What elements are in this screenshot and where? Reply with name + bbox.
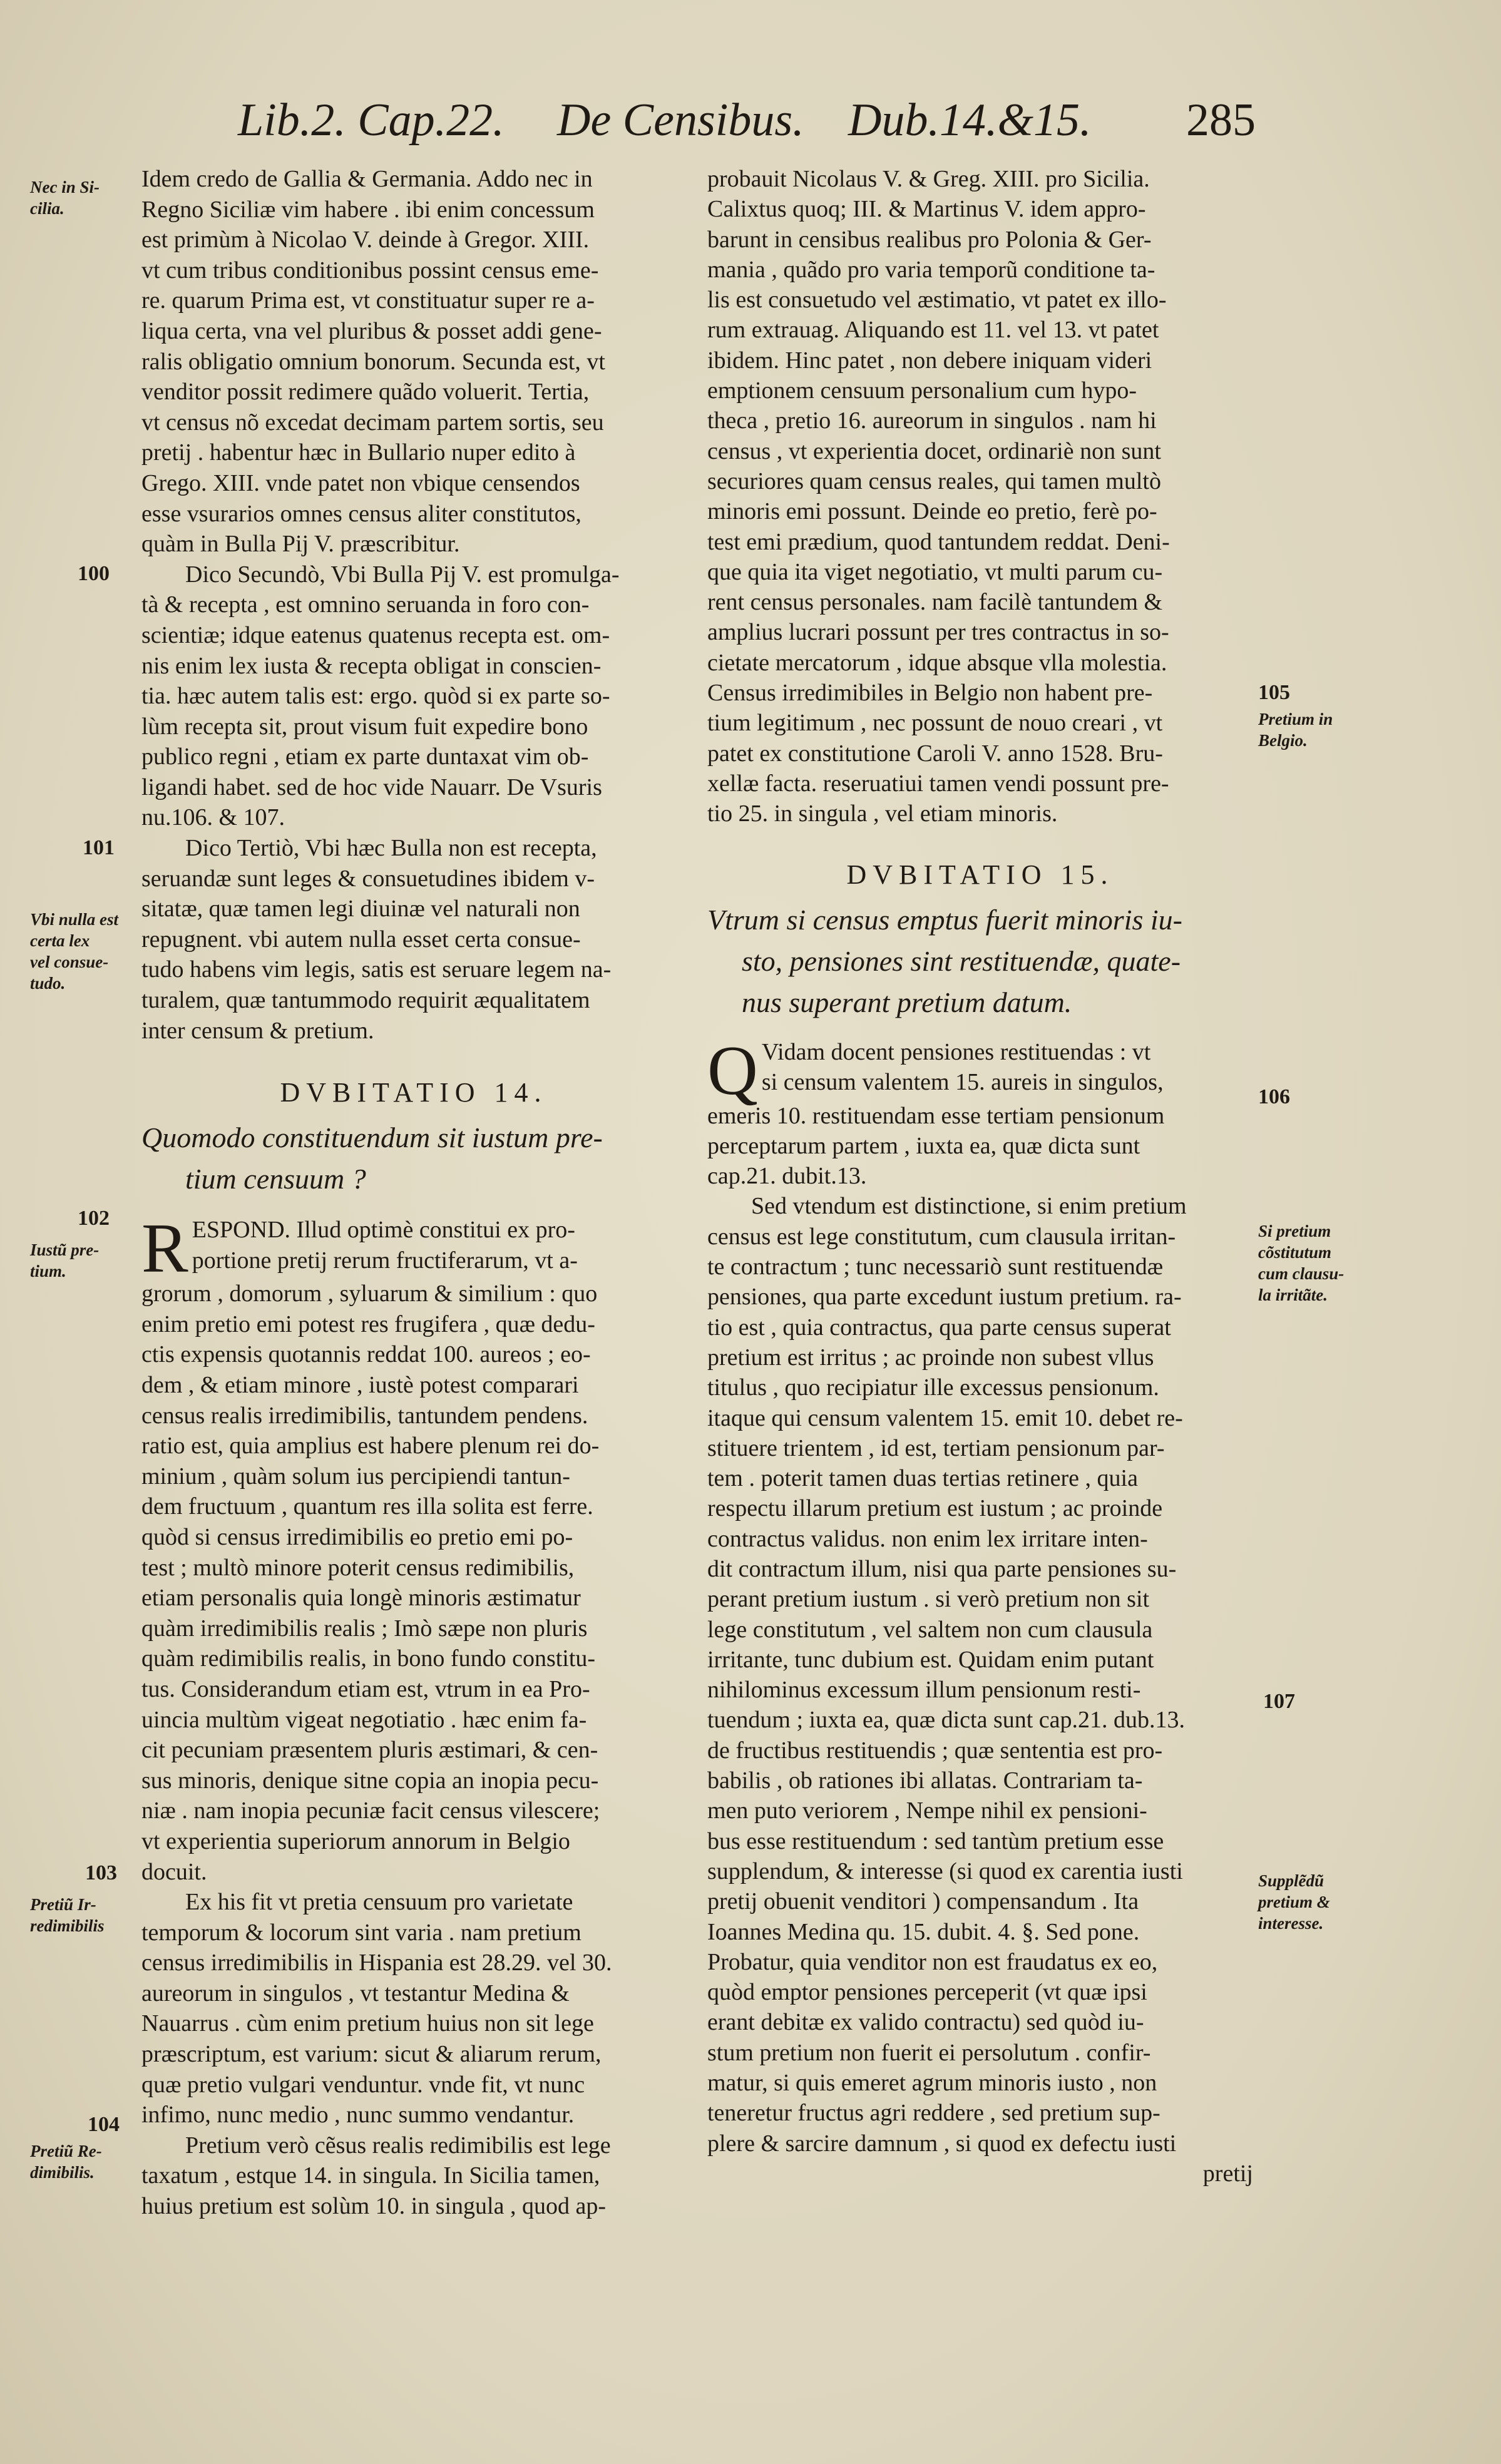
text-line: sitatæ, quæ tamen legi diuinæ vel naturali non (141, 896, 580, 923)
text-line: ligandi habet. sed de hoc vide Nauarr. De Vsuris (141, 774, 602, 800)
margin-number: 100 (78, 562, 110, 585)
header-dubitation: Dub.14.&15. (848, 95, 1092, 146)
text-line: men puto veriorem , Nempe nihil ex pensioni- (707, 1797, 1147, 1824)
dubitatio-15-title: sto, pensiones sint restituendæ, quate- (742, 944, 1181, 977)
drop-cap: Q (707, 1031, 758, 1110)
text-line: nis enim lex iusta & recepta obligat in conscien- (141, 652, 602, 679)
text-line: amplius lucrari possunt per tres contractus in so- (707, 619, 1169, 646)
running-header (238, 94, 1264, 150)
text-line: Vidam docent pensiones restituendas : vt (761, 1038, 1151, 1065)
text-line: repugnent. vbi autem nulla esset certa consue- (141, 926, 581, 953)
text-line: minoris emi possunt. Deinde eo pretio, ferè po- (707, 498, 1157, 525)
left-column (141, 164, 686, 2222)
text-line: uincia multùm vigeat negotiatio . hæc enim fa- (141, 1706, 587, 1733)
text-line: mania , quãdo pro varia temporũ conditione ta- (707, 256, 1155, 283)
text-line: tuendum ; iuxta ea, quæ dicta sunt cap.21. dub.13. (707, 1707, 1186, 1734)
left-block-6 (141, 2130, 686, 2222)
text-line: pensiones, qua parte excedunt iustum pretium. ra- (707, 1284, 1182, 1311)
text-line: Nauarrus . cùm enim pretium huius non sit lege (141, 2010, 594, 2037)
text-line: Census irredimibiles in Belgio non habent pre- (707, 680, 1153, 707)
text-line: Idem credo de Gallia & Germania. Addo nec in (141, 166, 593, 192)
text-line: erant debitæ ex valido contractu) sed quòd iu- (707, 2009, 1144, 2036)
margin-note-irritante: Si pretium cõstitutum cum clausu- la irritãte. (1258, 1222, 1345, 1304)
text-line: lùm recepta sit, prout visum fuit expedire bono (141, 713, 588, 740)
dubitatio-14-heading: DVBITATIO 14. (280, 1077, 548, 1108)
text-line: seruandæ sunt leges & consuetudines ibidem v- (141, 865, 595, 892)
right-block-3 (707, 1191, 1253, 2189)
text-line: tem . poterit tamen duas tertias retinere , quia (707, 1465, 1138, 1492)
text-line: esse vsurarios omnes census aliter constitutos, (141, 500, 581, 527)
margin-number: 107 (1263, 1690, 1295, 1713)
text-line: titulus , quo recipiatur ille excessus pensionum. (707, 1374, 1159, 1401)
text-line: tio 25. in singula , vel etiam minoris. (707, 800, 1058, 827)
text-line: perceptarum partem , iuxta ea, quæ dicta sunt (707, 1132, 1140, 1159)
text-line: tà & recepta , est omnino seruanda in foro con- (141, 591, 590, 618)
dubitatio-15-title: nus superant pretium datum. (742, 986, 1072, 1018)
text-line: irritante, tunc dubium est. Quidam enim putant (707, 1646, 1154, 1673)
dubitatio-15-title: Vtrum si census emptus fuerit minoris iu- (707, 903, 1182, 936)
text-line: vt census nõ excedat decimam partem sortis, seu (141, 409, 604, 436)
text-line: scientiæ; idque eatenus quatenus recepta est. om- (141, 621, 610, 648)
text-line: barunt in censibus realibus pro Polonia & Ger- (707, 226, 1152, 253)
text-line: probauit Nicolaus V. & Greg. XIII. pro Sicilia. (707, 166, 1150, 192)
left-block-2 (141, 560, 686, 833)
text-line: minium , quàm solum ius percipiendi tantun- (141, 1463, 570, 1490)
margin-note-irredimibilis: Pretiũ Ir- redimibilis (30, 1895, 105, 1935)
margin-note-redimibilis: Pretiũ Re- dimibilis. (30, 2142, 102, 2182)
text-line: xellæ facta. reseruatiui tamen vendi possunt pre- (707, 770, 1169, 797)
text-line: perant pretium iustum . si verò pretium non sit (707, 1586, 1150, 1613)
text-line: ESPOND. Illud optimè constitui ex pro- (192, 1217, 575, 1244)
text-line: dem , & etiam minore , iustè potest comparari (141, 1372, 579, 1398)
text-line: te contractum ; tunc necessariò sunt restituendæ (707, 1254, 1164, 1281)
text-line: vt experientia superiorum annorum in Belgio (141, 1828, 570, 1854)
text-line: stituere trientem , id est, tertiam pensionum par- (707, 1434, 1165, 1461)
text-line: contractus validus. non enim lex irritare inten- (707, 1525, 1148, 1552)
text-line: tudo habens vim legis, satis est seruare legem na- (141, 956, 612, 983)
right-block-2 (707, 1031, 1253, 1192)
right-column (707, 164, 1253, 2189)
text-line: cit pecuniam præsentem pluris æstimari, & cen- (141, 1737, 598, 1764)
text-line: matur, si quis emeret agrum minoris iusto , non (707, 2070, 1157, 2097)
left-block-4 (141, 1210, 686, 1887)
text-line: tus. Considerandum etiam est, vtrum in ea Pro- (141, 1675, 590, 1702)
margin-note-iustum: Iustũ pre- tium. (30, 1240, 100, 1281)
margin-number: 101 (83, 836, 115, 859)
text-line: docuit. (141, 1858, 207, 1885)
left-block-5 (141, 1887, 686, 2130)
text-line: nihilominus excessum illum pensionum resti- (707, 1677, 1141, 1704)
text-line: rum extrauag. Aliquando est 11. vel 13. vt patet (707, 317, 1159, 344)
text-line: taxatum , estque 14. in singula. In Sicilia tamen, (141, 2162, 600, 2189)
text-line: ratio est, quia amplius est habere plenum rei do- (141, 1433, 600, 1459)
text-line: babilis , ob rationes ibi allatas. Contrariam ta- (707, 1767, 1143, 1794)
text-line: Calixtus quoq; III. & Martinus V. idem appro- (707, 196, 1146, 223)
margin-number: 103 (85, 1861, 117, 1884)
text-line: cap.21. dubit.13. (707, 1163, 867, 1190)
margin-note-supplendum: Supplẽdũ pretium & interesse. (1258, 1871, 1330, 1933)
text-line: pretij . habentur hæc in Bullario nuper edito à (141, 439, 576, 466)
text-line: niæ . nam inopia pecuniæ facit census vilescere; (141, 1797, 600, 1824)
margin-number: 104 (88, 2113, 120, 2136)
text-line: dit contractum illum, nisi qua parte pensiones su- (707, 1555, 1177, 1582)
margin-number: 106 (1258, 1085, 1290, 1108)
text-line: supplendum, & interesse (si quod ex carentia iusti (707, 1858, 1183, 1884)
text-line: census , vt experientia docet, ordinariè non sunt (707, 437, 1161, 464)
text-line: quòd emptor pensiones perceperit (vt quæ ipsi (707, 1979, 1147, 2006)
text-line: ibidem. Hinc patet , non debere iniquam videri (707, 347, 1152, 374)
text-line: theca , pretio 16. aureorum in singulos . nam hi (707, 407, 1157, 434)
text-line: quàm redimibilis realis, in bono fundo constitu- (141, 1645, 596, 1672)
text-line: Dico Tertiò, Vbi hæc Bulla non est recepta, (185, 835, 597, 862)
text-line: temporum & locorum sint varia . nam pretium (141, 1919, 581, 1946)
text-line: turalem, quæ tantummodo requirit æqualitatem (141, 987, 590, 1014)
text-line: stum pretium non fuerit ei persolutum . confir- (707, 2039, 1151, 2066)
dubitatio-15-heading: DVBITATIO 15. (846, 859, 1114, 890)
text-line: ralis obligatio omnium bonorum. Secunda est, vt (141, 348, 605, 375)
text-line: Regno Siciliæ vim habere . ibi enim concessum (141, 196, 595, 223)
text-line: quòd si census irredimibilis eo pretio emi po- (141, 1523, 573, 1550)
text-line: census realis irredimibilis, tantundem pendens. (141, 1402, 588, 1429)
text-line: test ; multò minore poterit census redimibilis, (141, 1554, 575, 1581)
text-line: infimo, nunc medio , nunc summo vendantur. (141, 2102, 575, 2129)
text-line: emeris 10. restituendam esse tertiam pensionum (707, 1102, 1165, 1129)
text-line: tio est , quia contractus, qua parte census superat (707, 1314, 1171, 1341)
text-line: securiores quam census reales, qui tamen multò (707, 468, 1161, 494)
text-line: plere & sarcire damnum , si quod ex defectu iusti (707, 2130, 1177, 2157)
drop-cap: R (141, 1210, 188, 1288)
text-line: ctis expensis quotannis reddat 100. aureos ; eo- (141, 1341, 591, 1368)
text-line: patet ex constitutione Caroli V. anno 1528. Bru- (707, 740, 1163, 767)
text-line: nu.106. & 107. (141, 804, 285, 831)
text-line: census irredimibilis in Hispania est 28.29. vel 30. (141, 1950, 612, 1976)
text-line: lis est consuetudo vel æstimatio, vt patet ex illo- (707, 287, 1167, 314)
text-line: que quia ita viget negotiatio, vt multi parum cu- (707, 558, 1163, 585)
text-line: portione pretij rerum fructiferarum, vt a- (192, 1247, 578, 1274)
left-block-1 (141, 164, 686, 560)
text-line: Ioannes Medina qu. 15. dubit. 4. §. Sed pone. (707, 1918, 1140, 1945)
margin-note-sicilia: Nec in Si- cilia. (30, 178, 100, 218)
text-line: teneretur fructus agri reddere , sed pretium sup- (707, 2100, 1160, 2127)
text-line: cietate mercatorum , idque absque vlla molestia. (707, 649, 1167, 676)
text-line: Probatur, quia venditor non est fraudatus ex eo, (707, 1948, 1158, 1975)
text-line: quàm irredimibilis realis ; Imò sæpe non pluris (141, 1615, 588, 1642)
text-line: grorum , domorum , syluarum & similium : quo (141, 1281, 598, 1307)
margin-note-belgio: Pretium in Belgio. (1258, 710, 1333, 750)
text-line: de fructibus restituendis ; quæ sententia est pro- (707, 1737, 1163, 1764)
text-line: itaque qui censum valentem 15. emit 10. debet re- (707, 1404, 1183, 1431)
text-line: quàm in Bulla Pij V. præscribitur. (141, 531, 460, 558)
text-line: liqua certa, vna vel pluribus & posset addi gene- (141, 317, 602, 344)
text-line: enim pretio emi potest res frugifera , quæ dedu- (141, 1311, 595, 1337)
page-number: 285 (1186, 95, 1256, 146)
text-line: etiam personalis quia longè minoris æstimatur (141, 1585, 581, 1612)
margin-note-consuetudo: Vbi nulla est certa lex vel consue- tudo. (30, 910, 119, 993)
text-line: lege constitutum , vel saltem non cum clausula (707, 1616, 1153, 1643)
text-line: publico regni , etiam ex parte duntaxat vim ob- (141, 744, 589, 770)
text-line: tia. hæc autem talis est: ergo. quòd si ex parte so- (141, 683, 610, 710)
text-line: pretium est irritus ; ac proinde non subest vllus (707, 1344, 1154, 1371)
text-line: emptionem censuum personalium cum hypo- (707, 377, 1137, 404)
text-line: dem fructuum , quantum res illa solita est ferre. (141, 1493, 593, 1520)
margin-number: 105 (1258, 681, 1290, 704)
text-line: respectu illarum pretium est iustum ; ac proinde (707, 1495, 1163, 1522)
text-line: inter censum & pretium. (141, 1017, 374, 1044)
margin-number: 102 (78, 1207, 110, 1230)
header-book: Lib.2. Cap.22. (238, 95, 505, 146)
text-line: Sed vtendum est distinctione, si enim pretium (751, 1193, 1187, 1220)
text-line: si censum valentem 15. aureis in singulos, (761, 1068, 1164, 1095)
text-line: Ex his fit vt pretia censuum pro varietate (185, 1889, 573, 1916)
dubitatio-14-title: Quomodo constituendum sit iustum pre- (141, 1122, 603, 1154)
left-block-3 (141, 833, 686, 1046)
text-line: quæ pretio vulgari venduntur. vnde fit, vt nunc (141, 2071, 585, 2098)
text-line: vt cum tribus conditionibus possint census eme- (141, 257, 599, 284)
text-line: re. quarum Prima est, vt constituatur super re a- (141, 287, 595, 314)
text-line: venditor possit redimere quãdo voluerit. Tertia, (141, 379, 590, 406)
text-line: pretij obuenit venditori ) compensandum . Ita (707, 1888, 1139, 1915)
text-line: Dico Secundò, Vbi Bulla Pij V. est promulga- (185, 561, 620, 588)
header-title: De Censibus. (557, 95, 804, 146)
text-line: aureorum in singulos , vt testantur Medina & (141, 1980, 570, 2006)
text-line: bus esse restituendum : sed tantùm pretium esse (707, 1828, 1164, 1854)
catchword: pretij (1202, 2160, 1253, 2187)
text-line: rent census personales. nam facilè tantundem & (707, 589, 1163, 616)
text-line: test emi prædium, quod tantundem reddat. Deni- (707, 528, 1170, 555)
text-line: census est lege constitutum, cum clausula irritan- (707, 1223, 1176, 1250)
text-line: præscriptum, est varium: sicut & aliarum rerum, (141, 2041, 602, 2068)
dubitatio-14-title: tium censuum ? (185, 1163, 366, 1195)
text-line: Grego. XIII. vnde patet non vbique censendos (141, 469, 580, 496)
text-line: tium legitimum , nec possunt de nouo creari , vt (707, 710, 1163, 737)
text-line: sus minoris, denique sitne copia an inopia pecu- (141, 1767, 599, 1794)
text-line: huius pretium est solùm 10. in singula , quod ap- (141, 2193, 607, 2220)
text-line: est primùm à Nicolao V. deinde à Gregor. XIII. (141, 227, 590, 253)
right-block-1 (707, 164, 1253, 829)
text-line: Pretium verò cẽsus realis redimibilis est lege (185, 2132, 611, 2159)
